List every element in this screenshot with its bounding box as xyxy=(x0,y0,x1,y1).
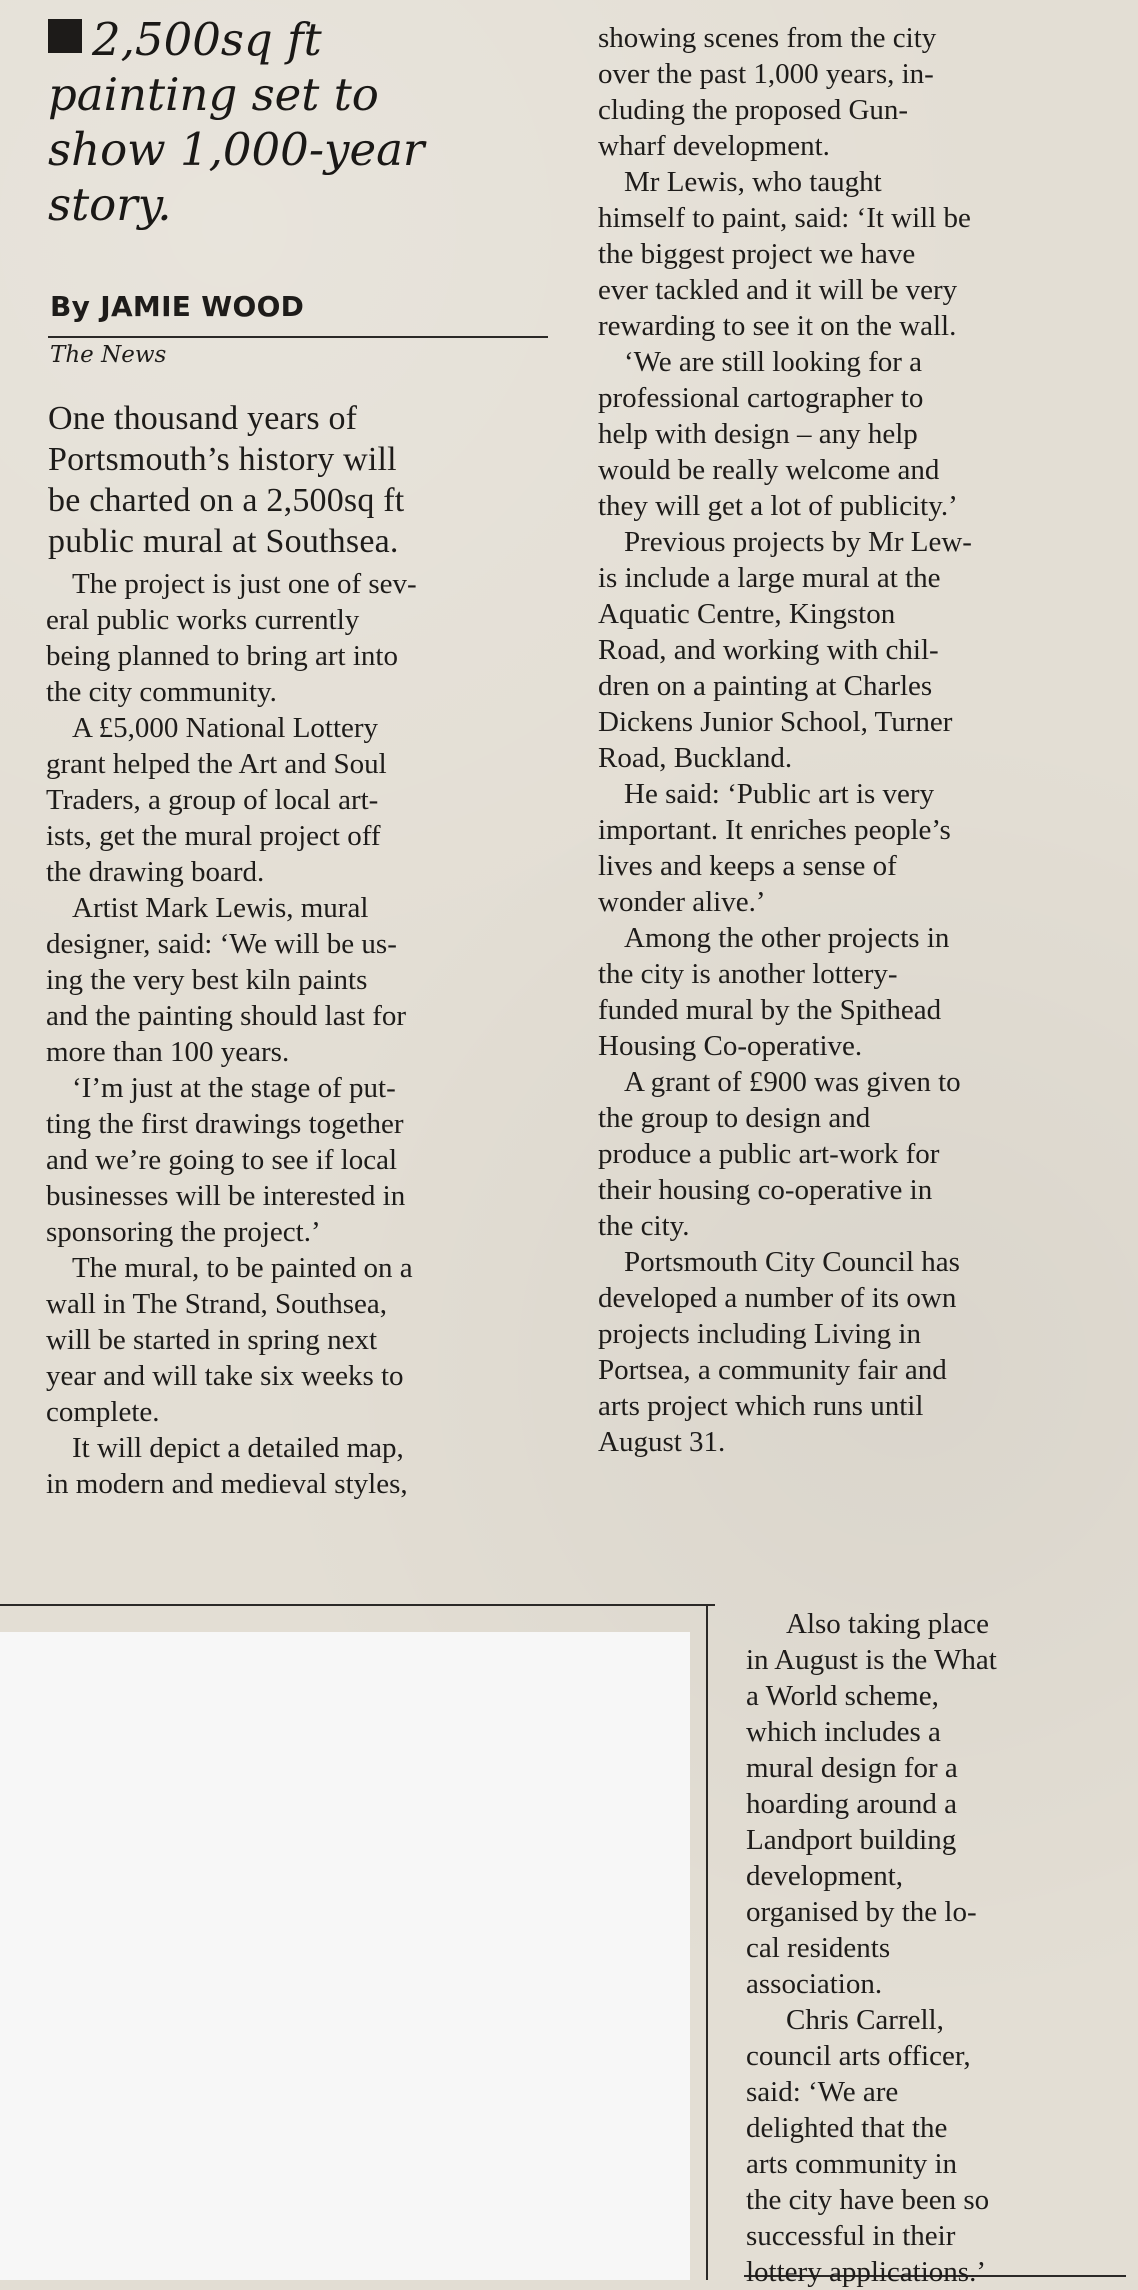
text-line: Aquatic Centre, Kingston xyxy=(598,598,896,630)
text-line: would be really welcome and xyxy=(598,454,940,486)
headline-line: painting set to xyxy=(48,68,379,121)
square-bullet-icon xyxy=(48,19,82,53)
text-line: wall in The Strand, Southsea, xyxy=(46,1288,387,1320)
text-line: is include a large mural at the xyxy=(598,562,941,594)
text-line: Housing Co-operative. xyxy=(598,1030,863,1062)
text-line: will be started in spring next xyxy=(46,1324,378,1356)
text-line: August 31. xyxy=(598,1426,726,1458)
text-line: ‘We are still looking for a xyxy=(624,346,923,378)
article-column-2 xyxy=(598,20,972,1460)
headline-line: show 1,000-year xyxy=(48,123,425,176)
headline-line xyxy=(48,12,568,67)
text-line: One thousand years of xyxy=(48,400,358,437)
text-line: council arts officer, xyxy=(746,2040,971,2072)
text-line: showing scenes from the city xyxy=(598,22,937,54)
text-line: public mural at Southsea. xyxy=(48,523,399,560)
headline-text: 2,500sq ft xyxy=(92,13,322,66)
section-divider xyxy=(0,1604,715,1606)
text-line: professional cartographer to xyxy=(598,382,924,414)
text-line: be charted on a 2,500sq ft xyxy=(48,482,405,519)
text-line: Portsea, a community fair and xyxy=(598,1354,947,1386)
article-column-3 xyxy=(746,1606,997,2290)
text-line: projects including Living in xyxy=(598,1318,921,1350)
text-line: produce a public art-work for xyxy=(598,1138,940,1170)
text-line: year and will take six weeks to xyxy=(46,1360,404,1392)
text-line: ists, get the mural project off xyxy=(46,820,381,852)
text-line: the city have been so xyxy=(746,2184,990,2216)
text-line: successful in their xyxy=(746,2220,956,2252)
text-line: Mr Lewis, who taught xyxy=(624,166,882,198)
article-column-1 xyxy=(46,566,417,1502)
text-line: more than 100 years. xyxy=(46,1036,290,1068)
text-line: dren on a painting at Charles xyxy=(598,670,933,702)
text-line: designer, said: ‘We will be us- xyxy=(46,928,397,960)
text-line: Traders, a group of local art- xyxy=(46,784,379,816)
text-line: Road, Buckland. xyxy=(598,742,793,774)
text-line: lives and keeps a sense of xyxy=(598,850,897,882)
text-line: they will get a lot of publicity.’ xyxy=(598,490,958,522)
text-line: the drawing board. xyxy=(46,856,265,888)
text-line: arts community in xyxy=(746,2148,958,2180)
text-line: the city is another lottery- xyxy=(598,958,898,990)
text-line: A grant of £900 was given to xyxy=(624,1066,961,1098)
text-line: wonder alive.’ xyxy=(598,886,766,918)
text-line: the city community. xyxy=(46,676,277,708)
text-line: in August is the What xyxy=(746,1644,997,1676)
text-line: ever tackled and it will be very xyxy=(598,274,958,306)
blank-area xyxy=(0,1632,690,2280)
text-line: delighted that the xyxy=(746,2112,948,2144)
text-line: said: ‘We are xyxy=(746,2076,899,2108)
text-line: Portsmouth’s history will xyxy=(48,441,397,478)
text-line: Previous projects by Mr Lew- xyxy=(624,526,972,558)
text-line: help with design – any help xyxy=(598,418,918,450)
text-line: organised by the lo- xyxy=(746,1896,977,1928)
text-line: Dickens Junior School, Turner xyxy=(598,706,953,738)
text-line: arts project which runs until xyxy=(598,1390,924,1422)
text-line: which includes a xyxy=(746,1716,941,1748)
byline: By JAMIE WOOD xyxy=(50,290,305,323)
text-line: cal residents xyxy=(746,1932,891,1964)
text-line: Road, and working with chil- xyxy=(598,634,939,666)
text-line: association. xyxy=(746,1968,883,2000)
text-line: eral public works currently xyxy=(46,604,360,636)
lede-paragraph xyxy=(48,398,404,562)
text-line: over the past 1,000 years, in- xyxy=(598,58,934,90)
text-line: their housing co-operative in xyxy=(598,1174,933,1206)
text-line: ing the very best kiln paints xyxy=(46,964,368,996)
text-line: and we’re going to see if local xyxy=(46,1144,398,1176)
text-line: Landport building xyxy=(746,1824,957,1856)
byline-rule xyxy=(48,336,548,338)
text-line: and the painting should last for xyxy=(46,1000,407,1032)
text-line: the city. xyxy=(598,1210,690,1242)
source-label: The News xyxy=(50,342,167,368)
text-line: Chris Carrell, xyxy=(786,2004,944,2036)
text-line: complete. xyxy=(46,1396,160,1428)
text-line: Portsmouth City Council has xyxy=(624,1246,960,1278)
text-line: Artist Mark Lewis, mural xyxy=(72,892,369,924)
text-line: the biggest project we have xyxy=(598,238,916,270)
text-line: being planned to bring art into xyxy=(46,640,398,672)
text-line: businesses will be interested in xyxy=(46,1180,406,1212)
text-line: ting the first drawings together xyxy=(46,1108,404,1140)
text-line: The project is just one of sev- xyxy=(72,568,417,600)
text-line: development, xyxy=(746,1860,904,1892)
text-line: lottery applications.’ xyxy=(746,2256,986,2288)
text-line: The mural, to be painted on a xyxy=(72,1252,413,1284)
text-line: rewarding to see it on the wall. xyxy=(598,310,957,342)
text-line: in modern and medieval styles, xyxy=(46,1468,408,1500)
text-line: It will depict a detailed map, xyxy=(72,1432,404,1464)
text-line: He said: ‘Public art is very xyxy=(624,778,935,810)
text-line: Among the other projects in xyxy=(624,922,950,954)
headline-line: story. xyxy=(48,178,172,231)
text-line: sponsoring the project.’ xyxy=(46,1216,321,1248)
text-line: funded mural by the Spithead xyxy=(598,994,942,1026)
text-line: ‘I’m just at the stage of put- xyxy=(72,1072,396,1104)
text-line: wharf development. xyxy=(598,130,830,162)
text-line: the group to design and xyxy=(598,1102,871,1134)
text-line: a World scheme, xyxy=(746,1680,939,1712)
headline xyxy=(48,12,568,232)
text-line: important. It enriches people’s xyxy=(598,814,951,846)
text-line: Also taking place xyxy=(786,1608,989,1640)
text-line: A £5,000 National Lottery xyxy=(72,712,379,744)
text-line: hoarding around a xyxy=(746,1788,957,1820)
text-line: mural design for a xyxy=(746,1752,958,1784)
column-divider xyxy=(706,1604,708,2280)
text-line: grant helped the Art and Soul xyxy=(46,748,387,780)
text-line: cluding the proposed Gun- xyxy=(598,94,909,126)
text-line: himself to paint, said: ‘It will be xyxy=(598,202,971,234)
text-line: developed a number of its own xyxy=(598,1282,957,1314)
